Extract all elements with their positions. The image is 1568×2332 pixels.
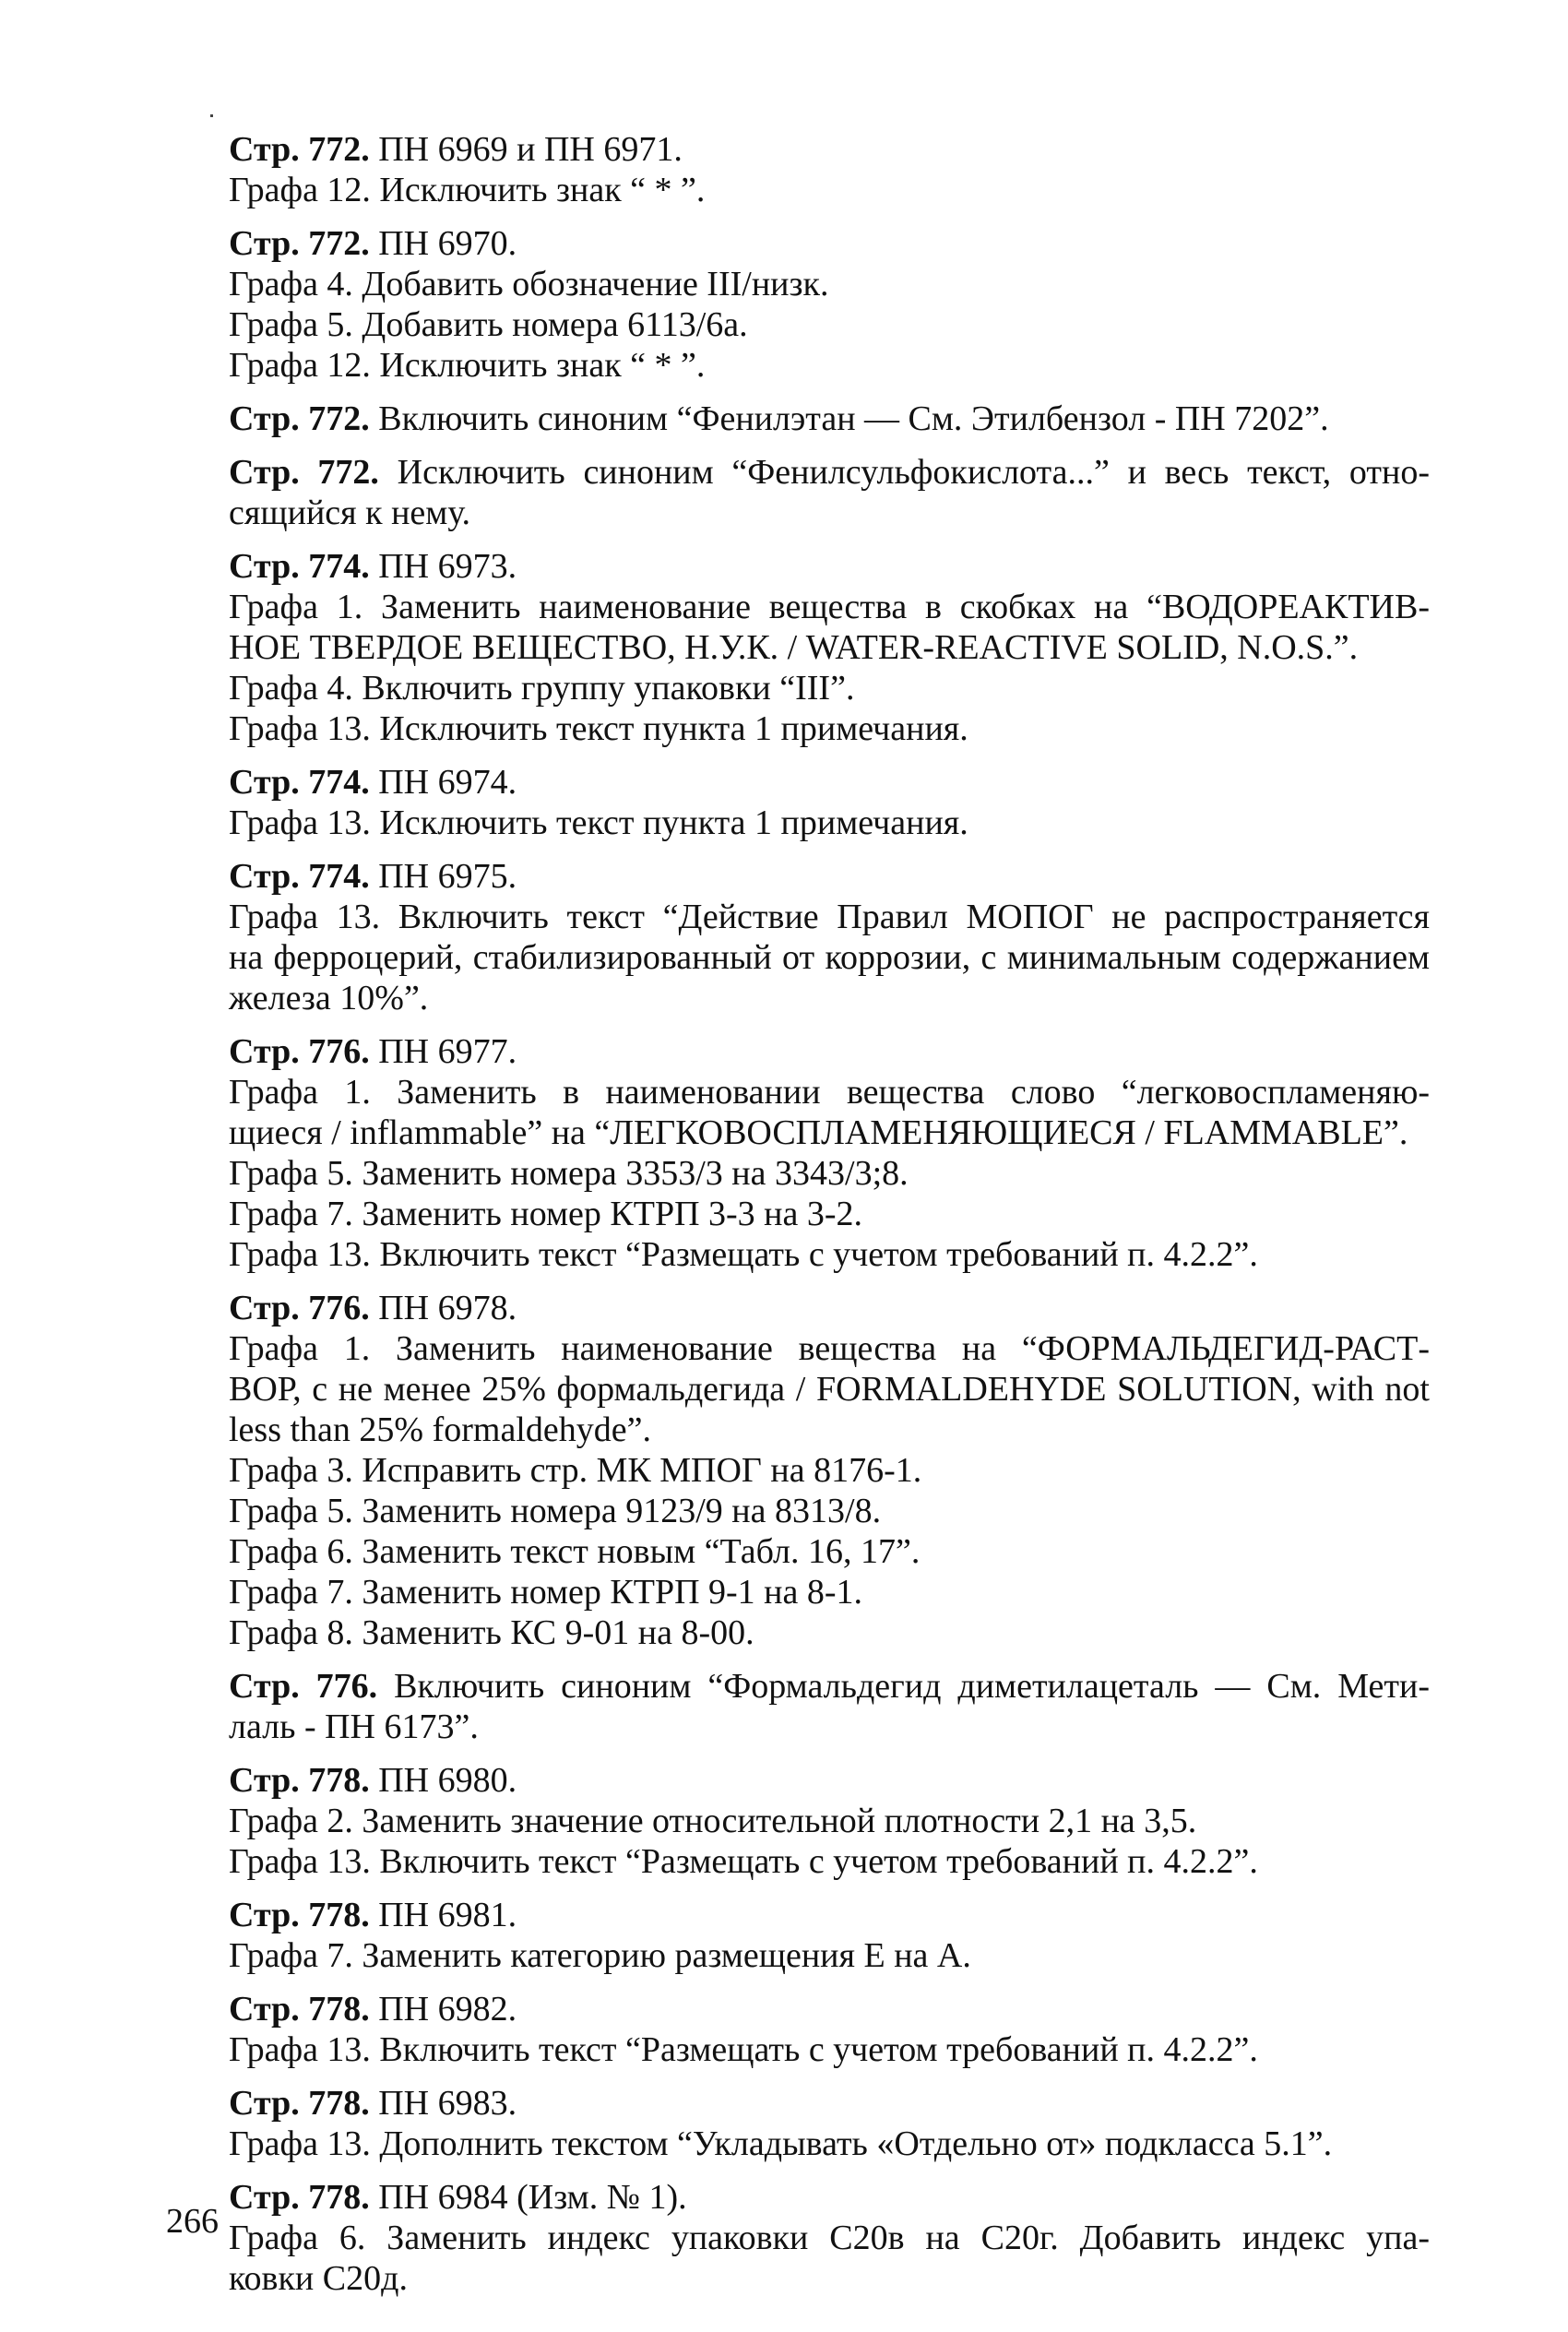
entry-line: Графа 4. Включить группу упаковки “III”. <box>229 669 855 708</box>
entry-heading-text: ПН 6983. <box>369 2084 517 2123</box>
page-ref: Стр. 774. <box>229 857 370 896</box>
entry-heading <box>229 762 1430 803</box>
entry-line: НОЕ ТВЕРДОЕ ВЕЩЕСТВО, Н.У.К. / WATER-REACTIVE SOLID, N.O.S.”. <box>229 628 1359 667</box>
page-ref: Стр. 772. <box>229 399 370 438</box>
entry-line: сящийся к нему. <box>229 494 471 532</box>
entry-heading-text: ПН 6981. <box>369 1896 517 1934</box>
entry-line: Графа 13. Исключить текст пункта 1 примечания. <box>229 709 968 748</box>
entry-heading <box>229 1031 1430 1072</box>
entry-heading-text: ПН 6978. <box>369 1289 517 1327</box>
page-ref: Стр. 778. <box>229 1990 370 2029</box>
entry-heading-text: ПН 6970. <box>369 224 517 263</box>
entry-line: Графа 1. Заменить в наименовании вещества слово “легковоспламеняю- <box>229 1073 1430 1112</box>
entry-heading <box>229 129 1430 170</box>
entry-block <box>229 1666 1430 1747</box>
entry-heading <box>229 1895 1430 1935</box>
entry-line: Графа 12. Исключить знак “ * ”. <box>229 171 706 209</box>
entry-heading <box>229 856 1430 897</box>
entry-block <box>229 2177 1430 2299</box>
entry-heading-text: Исключить синоним “Фенилсульфокислота...” и весь текст, отно- <box>378 453 1430 492</box>
entry-line: Графа 13. Включить текст “Размещать с учетом требований п. 4.2.2”. <box>229 1842 1258 1881</box>
entry-line: щиеся / inflammable” на “ЛЕГКОВОСПЛАМЕНЯЮЩИЕСЯ / FLAMMABLE”. <box>229 1113 1408 1152</box>
entry-heading <box>229 399 1430 439</box>
page-ref: Стр. 774. <box>229 763 370 802</box>
entry-heading-text: ПН 6973. <box>369 547 517 586</box>
entry-line: Графа 7. Заменить номер КТРП 9-1 на 8-1. <box>229 1573 863 1612</box>
entry-line: Графа 13. Исключить текст пункта 1 примечания. <box>229 803 968 842</box>
page-ref: Стр. 778. <box>229 1896 370 1934</box>
entry-heading <box>229 452 1430 493</box>
entry-line: Графа 4. Добавить обозначение III/низк. <box>229 265 829 303</box>
page-ref: Стр. 776. <box>229 1667 378 1706</box>
entry-line: Графа 5. Заменить номера 9123/9 на 8313/8. <box>229 1492 882 1530</box>
entry-heading <box>229 2083 1430 2124</box>
entry-heading <box>229 1666 1430 1707</box>
entry-line: Графа 13. Дополнить текстом “Укладывать «Отдельно от» подкласса 5.1”. <box>229 2124 1333 2163</box>
entry-heading-text: ПН 6975. <box>369 857 517 896</box>
entry-heading-text: ПН 6982. <box>369 1990 517 2029</box>
entry-block <box>229 762 1430 843</box>
entry-line: Графа 5. Добавить номера 6113/6а. <box>229 305 748 344</box>
entry-line: Графа 2. Заменить значение относительной плотности 2,1 на 3,5. <box>229 1802 1197 1840</box>
entry-line: лаль - ПН 6173”. <box>229 1707 479 1746</box>
entry-block <box>229 1989 1430 2070</box>
page-ref: Стр. 776. <box>229 1289 370 1327</box>
entry-line: Графа 12. Исключить знак “ * ”. <box>229 346 706 385</box>
entry-block <box>229 129 1430 210</box>
scan-speck <box>210 114 213 117</box>
entry-heading <box>229 1288 1430 1328</box>
entry-heading-text: ПН 6984 (Изм. № 1). <box>369 2178 687 2217</box>
entry-heading-text: ПН 6969 и ПН 6971. <box>369 130 683 169</box>
entry-heading-text: ПН 6980. <box>369 1761 517 1800</box>
entry-line: Графа 7. Заменить номер КТРП 3-3 на 3-2. <box>229 1195 863 1233</box>
entry-heading <box>229 1989 1430 2029</box>
entry-heading <box>229 223 1430 264</box>
entry-line: Графа 1. Заменить наименование вещества на “ФОРМАЛЬДЕГИД-РАСТ- <box>229 1329 1430 1368</box>
page-ref: Стр. 772. <box>229 130 370 169</box>
entry-block <box>229 399 1430 439</box>
entry-line: Графа 8. Заменить КС 9-01 на 8-00. <box>229 1613 754 1652</box>
entry-line: Графа 5. Заменить номера 3353/3 на 3343/3;8. <box>229 1154 909 1193</box>
entry-line: Графа 13. Включить текст “Действие Правил МОПОГ не распространяется <box>229 898 1430 936</box>
page-ref: Стр. 772. <box>229 224 370 263</box>
entry-block <box>229 1288 1430 1653</box>
entry-block <box>229 223 1430 386</box>
entry-line: ВОР, с не менее 25% формальдегида / FORMALDEHYDE SOLUTION, with not <box>229 1370 1430 1409</box>
entry-line: Графа 6. Заменить индекс упаковки С20в на С20г. Добавить индекс упа- <box>229 2219 1430 2257</box>
entry-heading-text: ПН 6974. <box>369 763 517 802</box>
entry-heading-text: Включить синоним “Формальдегид диметилацеталь — См. Мети- <box>377 1667 1430 1706</box>
entry-line: Графа 7. Заменить категорию размещения Е на А. <box>229 1936 971 1975</box>
entry-heading <box>229 1760 1430 1801</box>
page-ref: Стр. 774. <box>229 547 370 586</box>
entry-line: less than 25% formaldehyde”. <box>229 1410 651 1449</box>
entry-block <box>229 1031 1430 1275</box>
entry-line: на ферроцерий, стабилизированный от коррозии, с минимальным содержанием <box>229 938 1430 977</box>
entry-heading-text: Включить синоним “Фенилэтан — См. Этилбензол - ПН 7202”. <box>369 399 1329 438</box>
entry-line: ковки С20д. <box>229 2259 408 2298</box>
entry-block <box>229 1895 1430 1976</box>
entry-line: Графа 6. Заменить текст новым “Табл. 16, 17”. <box>229 1532 921 1571</box>
entry-block <box>229 856 1430 1018</box>
entry-heading-text: ПН 6977. <box>369 1032 517 1071</box>
entry-line: Графа 13. Включить текст “Размещать с учетом требований п. 4.2.2”. <box>229 2030 1258 2069</box>
page-ref: Стр. 778. <box>229 1761 370 1800</box>
page-ref: Стр. 772. <box>229 453 379 492</box>
entry-block <box>229 1760 1430 1882</box>
entry-heading <box>229 546 1430 587</box>
entry-line: железа 10%”. <box>229 979 429 1017</box>
document-body <box>229 129 1430 2312</box>
entry-block <box>229 546 1430 749</box>
page-number: 266 <box>166 2202 219 2241</box>
entry-block <box>229 2083 1430 2164</box>
page-ref: Стр. 778. <box>229 2084 370 2123</box>
entry-block <box>229 452 1430 533</box>
entry-heading <box>229 2177 1430 2218</box>
entry-line: Графа 3. Исправить стр. МК МПОГ на 8176-1. <box>229 1451 922 1490</box>
entry-line: Графа 13. Включить текст “Размещать с учетом требований п. 4.2.2”. <box>229 1235 1258 1274</box>
page-ref: Стр. 776. <box>229 1032 370 1071</box>
entry-line: Графа 1. Заменить наименование вещества в скобках на “ВОДОРЕАКТИВ- <box>229 588 1430 626</box>
page-ref: Стр. 778. <box>229 2178 370 2217</box>
